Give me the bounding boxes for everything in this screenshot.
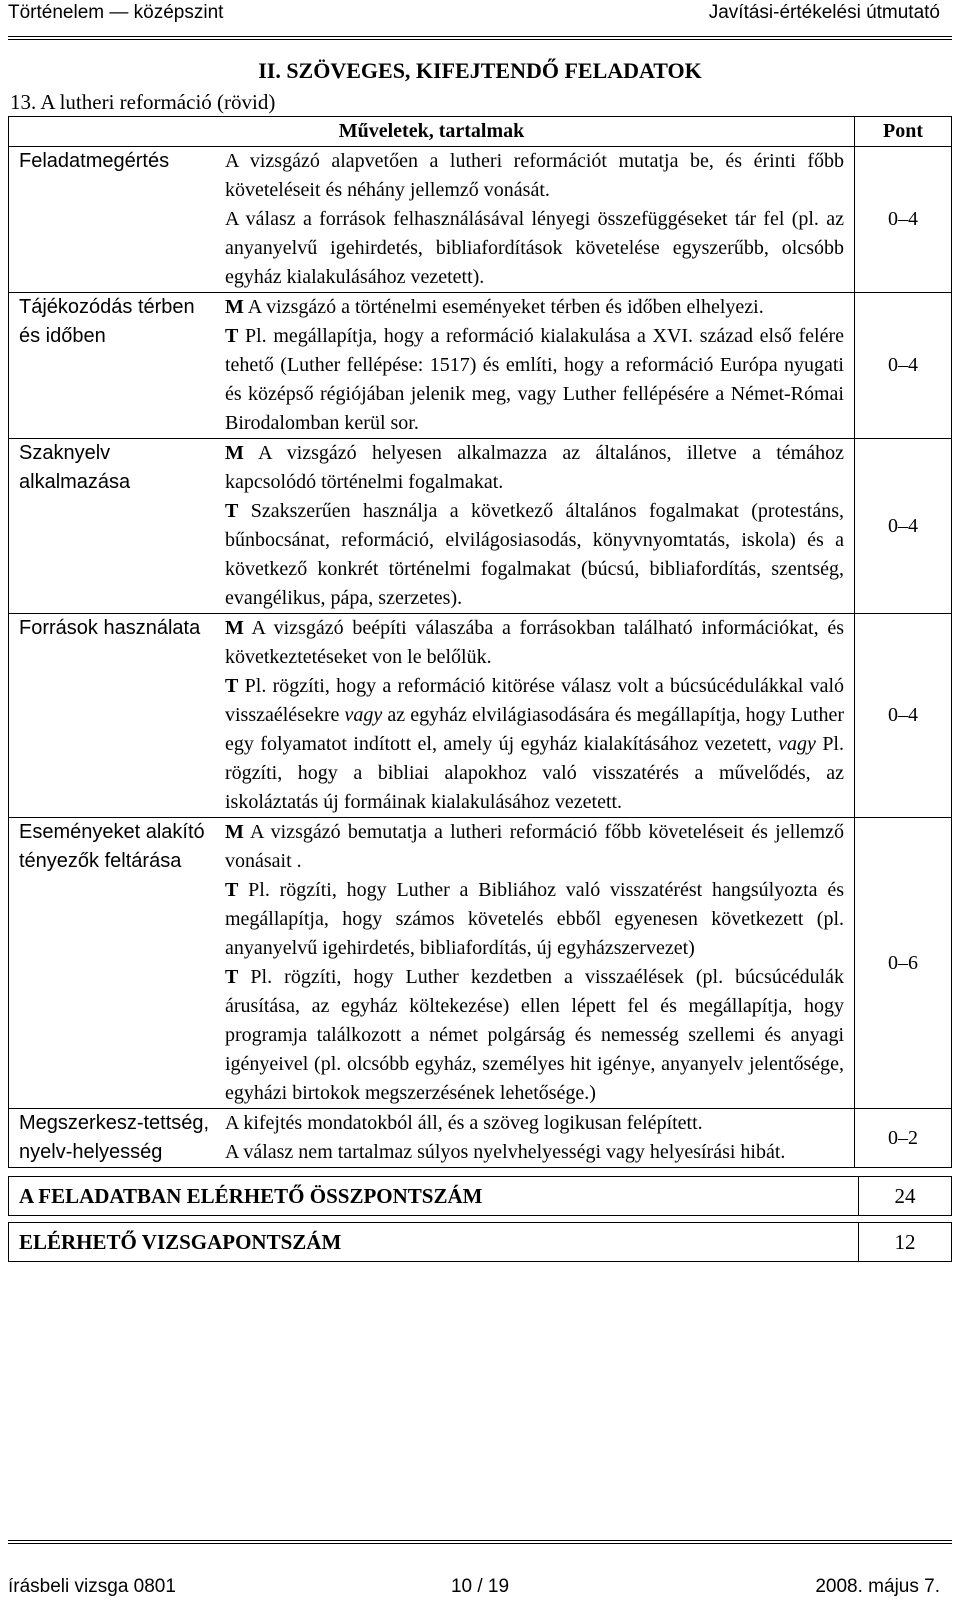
description-text: A vizsgázó beépíti válaszába a forrásokban található információkat, és következtetéseket von le belőlük.	[225, 617, 844, 668]
description-text: Pl. rögzíti, hogy Luther kezdetben a visszaélések (pl. búcsúcédulák árusítása, az egyház költekezése) ellen lépett fel és megállapítja, hogy programja találkozott a német polgárság és nemesség szellemi és anyagi igényeivel (pl. olcsóbb egyház, személyes hit igénye, anyanyelv jelentősége, egyházi birtokok megszerzésének lehetősége.)	[225, 966, 845, 1104]
description-item	[225, 876, 844, 963]
description-item	[225, 439, 844, 497]
header-rule	[8, 36, 952, 40]
description-text: az egyház elvilágiasodására és megállapítja, hogy Luther egy folyamatot indított el, amely új egyház kialakításához vezetett,	[225, 704, 845, 755]
description-item	[225, 293, 844, 322]
item-prefix: T	[225, 500, 239, 522]
description-cell	[217, 293, 855, 439]
total-exam-points-table	[8, 1222, 952, 1262]
description-text: Pl. rögzíti, hogy a bibliai alapokhoz való visszatérés a művelődés, az iskoláztatás új formáinak kialakulásához vezetett.	[225, 733, 844, 813]
points-cell: 0–4	[855, 293, 952, 439]
scoring-table	[8, 116, 952, 1168]
points-cell: 0–6	[855, 818, 952, 1109]
description-text: A vizsgázó a történelmi eseményeket térben és időben elhelyezi.	[247, 296, 764, 318]
description-item	[225, 963, 844, 1108]
table-row	[9, 614, 952, 818]
section-title: II. SZÖVEGES, KIFEJTENDŐ FELADATOK	[258, 58, 702, 83]
table-row	[9, 147, 952, 293]
footer-rule	[8, 1540, 952, 1544]
points-cell: 0–4	[855, 439, 952, 614]
description-cell	[217, 818, 855, 1109]
points-cell: 0–2	[855, 1109, 952, 1168]
footer-exam-code: írásbeli vizsga 0801	[8, 1576, 176, 1597]
item-prefix: T	[225, 325, 239, 347]
description-text: Szakszerűen használja a következő általános fogalmakat (protestáns, bűnbocsánat, reformáció, elvilágosiasodás, könyvnyomtatás, iskola) és a következő konkrét történelmi fogalmakat (búcsú, bibliafordítás, szentség, evangélikus, pápa, szerzetes).	[225, 500, 845, 609]
total-row	[9, 1223, 952, 1262]
item-prefix: T	[225, 966, 239, 988]
description-text: A válasz nem tartalmaz súlyos nyelvhelyességi vagy helyesírási hibát.	[225, 1141, 786, 1163]
description-item	[225, 818, 844, 876]
task-title: 13. A lutheri reformáció (rövid)	[10, 90, 276, 114]
criterion-cell: Feladatmegértés	[9, 147, 218, 293]
criterion-cell: Megszerkesz-tettség, nyelv-helyesség	[9, 1109, 218, 1168]
description-italic: vagy	[778, 733, 816, 755]
description-text: A válasz a források felhasználásával lényegi összefüggéseket tár fel (pl. az anyanyelvű igehirdetés, bibliafordítások követelése egyszerűbb, olcsóbb egyház kialakulásához vezetett).	[225, 208, 844, 288]
total-label: ELÉRHETŐ VIZSGAPONTSZÁM	[9, 1223, 859, 1262]
criterion-cell: Források használata	[9, 614, 218, 818]
points-cell: 0–4	[855, 614, 952, 818]
description-text: Pl. rögzíti, hogy a reformáció kitörése válasz volt a búcsúcédulákkal való visszaélésekre	[225, 675, 844, 726]
description-cell	[217, 1109, 855, 1168]
description-text: A vizsgázó bemutatja a lutheri reformáció főbb követeléseit és jellemző vonásait .	[225, 821, 844, 872]
item-prefix: T	[225, 879, 239, 901]
header-doc-type: Javítási-értékelési útmutató	[708, 2, 940, 23]
criterion-cell: Szaknyelv alkalmazása	[9, 439, 218, 614]
item-prefix: M	[225, 821, 244, 843]
col-points-header: Pont	[855, 117, 952, 147]
table-row	[9, 293, 952, 439]
description-text: A vizsgázó helyesen alkalmazza az általános, illetve a témához kapcsolódó történelmi fogalmakat.	[225, 442, 844, 493]
criterion-cell: Eseményeket alakító tényezők feltárása	[9, 818, 218, 1109]
item-prefix: M	[225, 442, 244, 464]
footer-date: 2008. május 7.	[815, 1576, 940, 1597]
item-prefix: T	[225, 675, 239, 697]
col-ops-header: Műveletek, tartalmak	[9, 117, 855, 147]
header-subject: Történelem — középszint	[8, 2, 224, 23]
description-cell	[217, 614, 855, 818]
description-cell	[217, 147, 855, 293]
description-item	[225, 322, 844, 438]
description-text: Pl. rögzíti, hogy Luther a Bibliához való visszatérést hangsúlyozta és megállapítja, hogy számos követelés ebből egyenesen következett (pl. anyanyelvű igehirdetés, bibliafordítás, új egyházszervezet)	[225, 879, 845, 959]
description-item	[225, 497, 844, 613]
total-row	[9, 1177, 952, 1216]
page-number: 10 / 19	[450, 1576, 510, 1597]
table-header-row	[9, 117, 952, 147]
description-text: A vizsgázó alapvetően a lutheri reformációt mutatja be, és érinti főbb követeléseit és néhány jellemző vonását.	[225, 150, 844, 201]
criterion-cell: Tájékozódás térben és időben	[9, 293, 218, 439]
description-text: A kifejtés mondatokból áll, és a szöveg logikusan felépített.	[225, 1112, 703, 1134]
total-task-points-table	[8, 1176, 952, 1216]
description-italic: vagy	[344, 704, 383, 726]
total-value: 24	[859, 1177, 952, 1216]
table-row	[9, 439, 952, 614]
item-prefix: M	[225, 617, 244, 639]
description-cell	[217, 439, 855, 614]
table-row	[9, 818, 952, 1109]
points-cell: 0–4	[855, 147, 952, 293]
description-text: Pl. megállapítja, hogy a reformáció kialakulása a XVI. század első felére tehető (Luther fellépése: 1517) és említi, hogy a reformáció Európa nyugati és középső régiójában jelenik meg, vagy Luther fellépésére a Német-Római Birodalomban kerül sor.	[225, 325, 845, 434]
description-item	[225, 672, 844, 817]
total-label: A FELADATBAN ELÉRHETŐ ÖSSZPONTSZÁM	[9, 1177, 859, 1216]
item-prefix: M	[225, 296, 244, 318]
description-item	[225, 614, 844, 672]
total-value: 12	[859, 1223, 952, 1262]
table-row	[9, 1109, 952, 1168]
